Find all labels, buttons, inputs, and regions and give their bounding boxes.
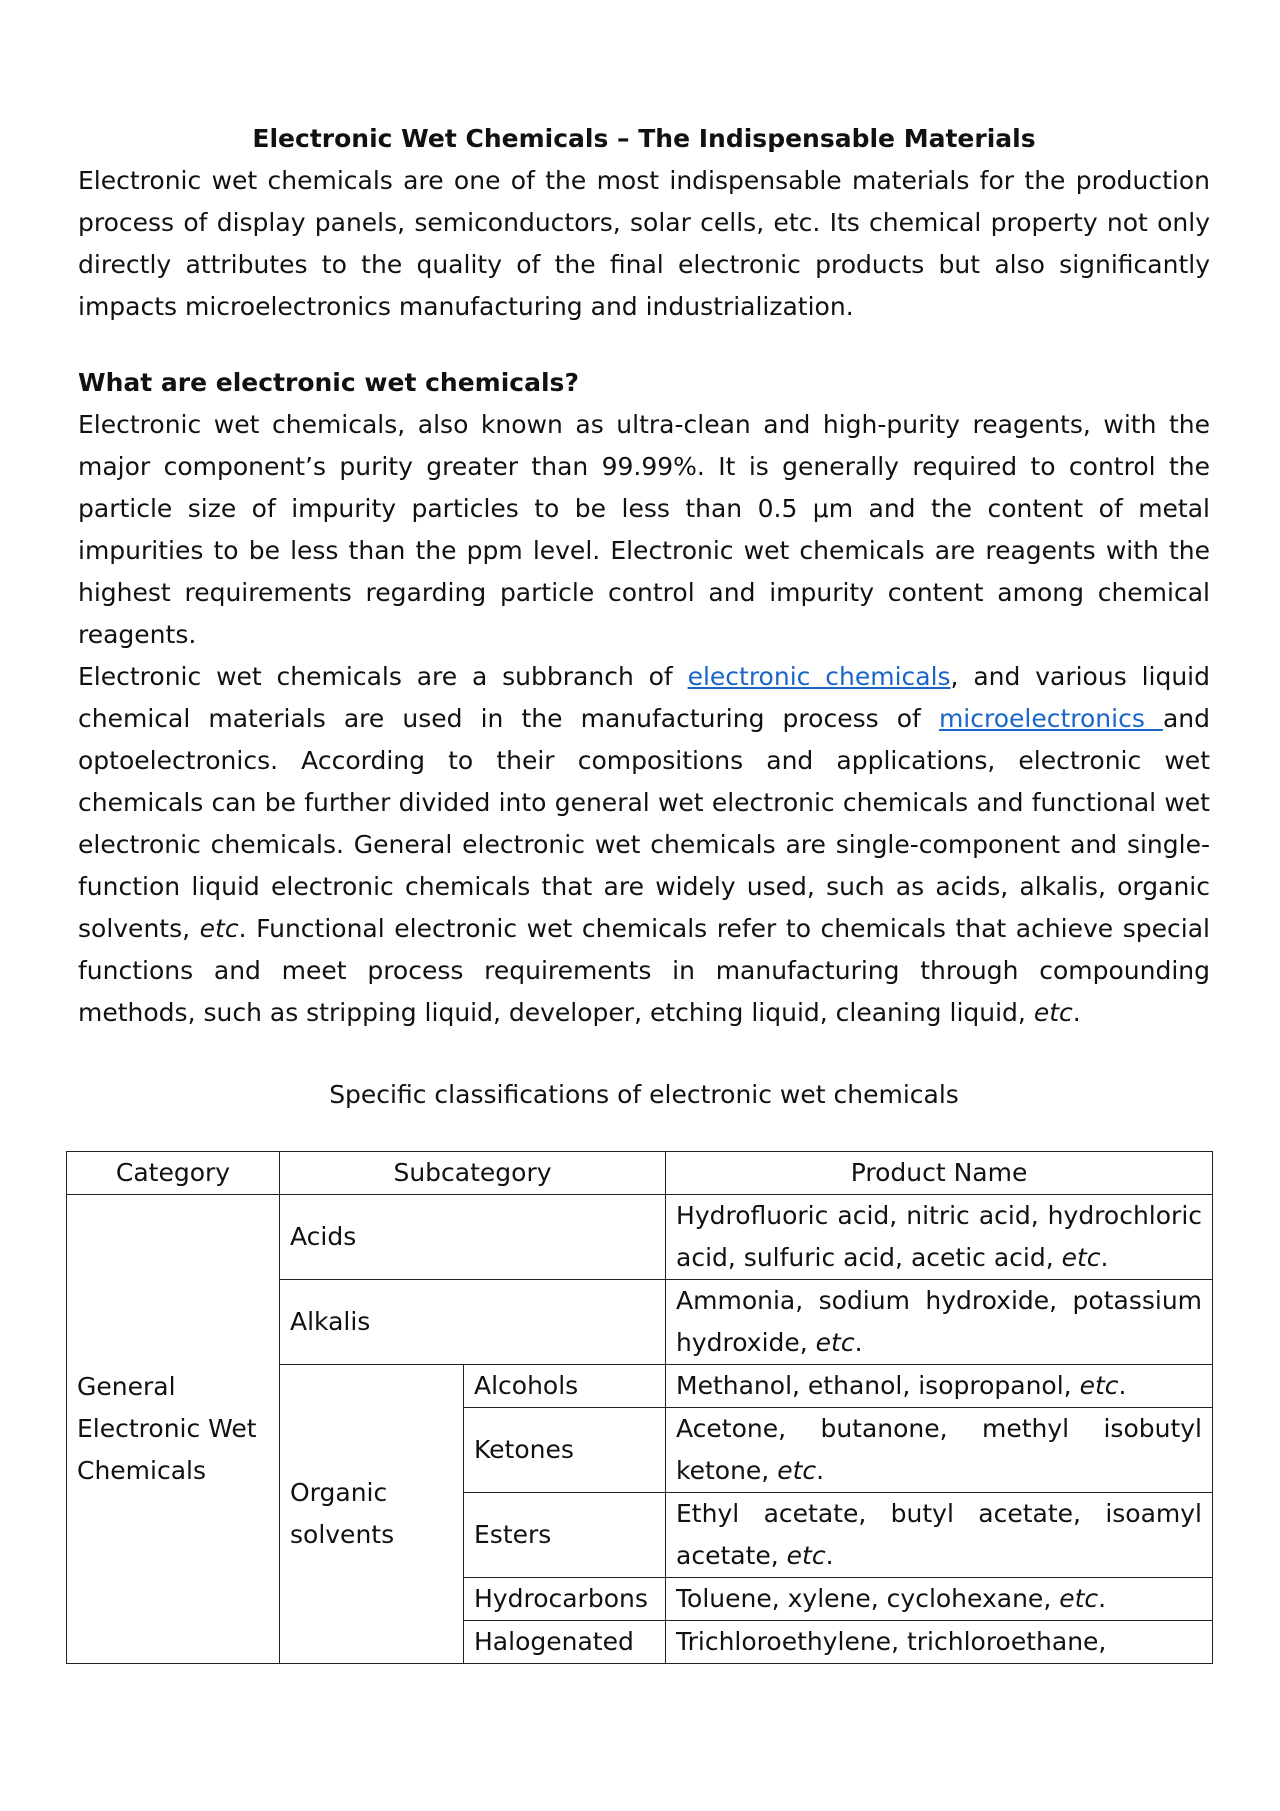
para2-text-5: . — [1072, 998, 1081, 1027]
table-caption: Specific classifications of electronic wet chemicals — [329, 1080, 959, 1109]
product-cell — [666, 1195, 1213, 1280]
classification-paragraph — [78, 656, 1210, 1034]
product-end: . — [1098, 1584, 1107, 1613]
header-category: Category — [67, 1152, 280, 1195]
category-cell: General Electronic Wet Chemicals — [67, 1195, 280, 1664]
product-end: . — [816, 1456, 825, 1485]
para2-text-4: . Functional electronic wet chemicals refer to chemicals that achieve special functions and meet process requirements in manufacturing through compounding methods, such as stripping liquid, developer, etching liquid, cleaning liquid, — [78, 914, 1210, 1027]
table-row — [67, 1195, 1213, 1280]
sub-subcategory-cell: Ketones — [464, 1408, 666, 1493]
header-product: Product Name — [666, 1152, 1213, 1195]
etc-text: etc — [1059, 1584, 1099, 1613]
intro-paragraph: Electronic wet chemicals are one of the most indispensable materials for the production process of display panels, semiconductors, solar cells, etc. Its chemical property not only directly attributes to the quality of the final electronic products but also significantly impacts microelectronics manufacturing and industrialization. — [78, 166, 1210, 321]
sub-subcategory-cell: Alcohols — [464, 1365, 666, 1408]
product-text: Ammonia, sodium hydroxide, potassium hydroxide, — [676, 1286, 1203, 1357]
para2-text-1: Electronic wet chemicals are a subbranch of — [78, 662, 688, 691]
product-text: Acetone, butanone, methyl isobutyl ketone, — [676, 1414, 1203, 1485]
product-cell: Trichloroethylene, trichloroethane, — [666, 1621, 1213, 1664]
product-end: . — [1100, 1243, 1109, 1272]
sub-subcategory-cell: Halogenated — [464, 1621, 666, 1664]
document-page — [78, 118, 1210, 1116]
etc-text: etc — [1061, 1243, 1101, 1272]
classification-table — [66, 1151, 1213, 1664]
product-cell — [666, 1365, 1213, 1408]
para2-text-2: , and various liquid chemical materials are used in the manufacturing process of — [78, 662, 1210, 733]
product-cell — [666, 1493, 1213, 1578]
subcategory-cell: Acids — [280, 1195, 666, 1280]
document-title: Electronic Wet Chemicals – The Indispensable Materials — [252, 124, 1036, 153]
product-cell — [666, 1280, 1213, 1365]
product-text: Methanol, ethanol, isopropanol, — [676, 1371, 1080, 1400]
subcategory-cell: Organic solvents — [280, 1365, 464, 1664]
product-end: . — [1118, 1371, 1127, 1400]
microelectronics-link[interactable]: microelectronics — [938, 704, 1163, 733]
para2-etc-1: etc — [199, 914, 239, 943]
definition-paragraph: Electronic wet chemicals, also known as ultra-clean and high-purity reagents, with the major component’s purity greater than 99.99%. It is generally required to control the particle size of impurity particles to be less than 0.5 μm and the content of metal impurities to be less than the ppm level. Electronic wet chemicals are reagents with the highest requirements regarding particle control and impurity content among chemical reagents. — [78, 410, 1210, 649]
product-cell — [666, 1408, 1213, 1493]
para2-etc-2: etc — [1033, 998, 1073, 1027]
product-text: Hydrofluoric acid, nitric acid, hydrochloric acid, sulfuric acid, acetic acid, — [676, 1201, 1203, 1272]
etc-text: etc — [815, 1328, 855, 1357]
sub-subcategory-cell: Esters — [464, 1493, 666, 1578]
etc-text: etc — [786, 1541, 826, 1570]
table-header-row — [67, 1152, 1213, 1195]
product-text: Toluene, xylene, cyclohexane, — [676, 1584, 1060, 1613]
etc-text: etc — [1079, 1371, 1119, 1400]
electronic-chemicals-link[interactable]: electronic chemicals — [687, 662, 951, 691]
product-text: Ethyl acetate, butyl acetate, isoamyl acetate, — [676, 1499, 1203, 1570]
product-cell — [666, 1578, 1213, 1621]
sub-subcategory-cell: Hydrocarbons — [464, 1578, 666, 1621]
section-heading: What are electronic wet chemicals? — [78, 368, 579, 397]
etc-text: etc — [777, 1456, 817, 1485]
para2-text-3: and optoelectronics. According to their compositions and applications, electronic wet chemicals can be further divided into general wet electronic chemicals and functional wet electronic chemicals. General electronic wet chemicals are single-component and single-function liquid electronic chemicals that are widely used, such as acids, alkalis, organic solvents, — [78, 704, 1210, 943]
header-subcategory: Subcategory — [280, 1152, 666, 1195]
product-end: . — [825, 1541, 834, 1570]
product-end: . — [854, 1328, 863, 1357]
subcategory-cell: Alkalis — [280, 1280, 666, 1365]
